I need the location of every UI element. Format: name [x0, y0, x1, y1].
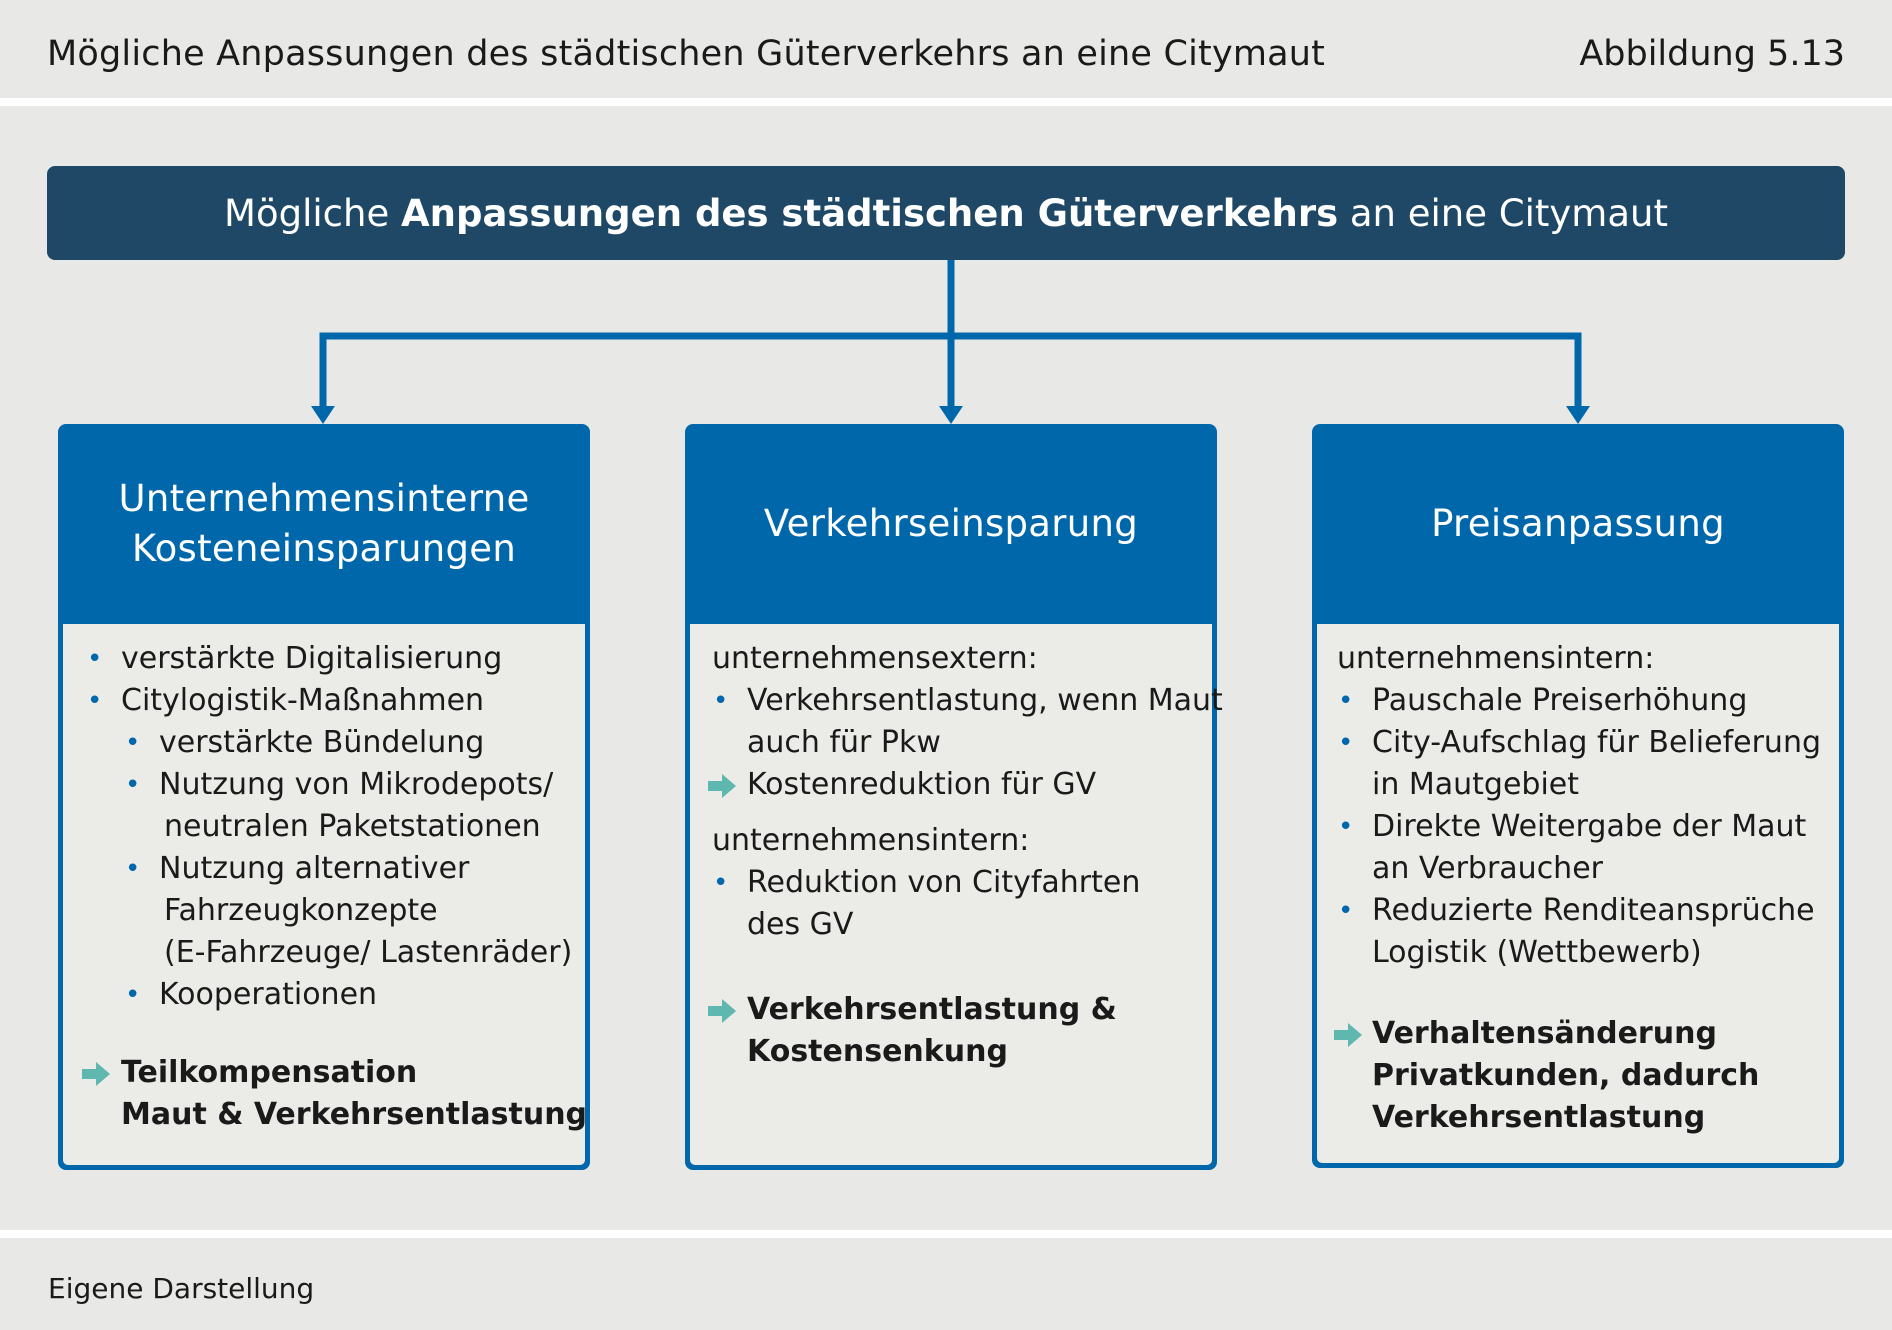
card-title-line: Unternehmensinterne: [118, 477, 530, 520]
list-item-continuation: (E-Fahrzeuge/ Lastenräder): [164, 935, 573, 970]
card-title: Verkehrseinsparung: [763, 502, 1139, 545]
list-item-continuation: des GV: [747, 907, 854, 942]
list-item-continuation: auch für Pkw: [747, 725, 941, 760]
arrow-text: Kostenreduktion für GV: [747, 767, 1097, 802]
card-traffic-savings: [685, 424, 1223, 1170]
result-arrow-icon: [1334, 1022, 1364, 1048]
list-item: • Nutzung von Mikrodepots/: [159, 764, 553, 806]
list-item-continuation: Fahrzeugkonzepte: [164, 893, 438, 928]
page-title: Mögliche Anpassungen des städtischen Güterverkehrs an eine Citymaut: [47, 34, 1326, 74]
result-text: Teilkompensation: [121, 1055, 418, 1090]
result-text: Verkehrsentlastung &: [747, 992, 1117, 1027]
list-item: • verstärkte Digitalisierung: [121, 638, 502, 680]
list-item-continuation: Logistik (Wettbewerb): [1372, 935, 1702, 970]
result-arrow-icon: [708, 998, 738, 1024]
arrow-right-icon: [708, 773, 738, 799]
list-item: • City-Aufschlag für Belieferung: [1372, 722, 1821, 764]
card-title: Preisanpassung: [1431, 502, 1725, 545]
result-text: Privatkunden, dadurch: [1372, 1058, 1760, 1093]
root-suffix: an eine Citymaut: [1338, 191, 1668, 235]
card-price-adjustment: [1312, 424, 1844, 1168]
list-item: • Kooperationen: [159, 974, 377, 1016]
list-item-continuation: an Verbraucher: [1372, 851, 1603, 886]
result-arrow-icon: [82, 1061, 112, 1087]
arrow-left-icon: [311, 406, 335, 424]
list-item: • Reduzierte Renditeansprüche: [1372, 890, 1815, 932]
result-text: Kostensenkung: [747, 1034, 1008, 1069]
card-title-line: Kosteneinsparungen: [131, 527, 517, 570]
list-item: • Direkte Weitergabe der Maut: [1372, 806, 1806, 848]
list-item-continuation: neutralen Paketstationen: [164, 809, 541, 844]
list-item: • verstärkte Bündelung: [159, 722, 484, 764]
card-body: [63, 624, 588, 1165]
result-text: Verhaltensänderung: [1372, 1016, 1717, 1051]
arrow-middle-icon: [939, 406, 963, 424]
list-item: • Pauschale Preiserhöhung: [1372, 680, 1747, 722]
card-body: [1317, 624, 1839, 1163]
list-item: • Verkehrsentlastung, wenn Maut: [747, 680, 1223, 722]
arrow-right-icon: [1566, 406, 1590, 424]
card-internal-savings: [58, 424, 590, 1170]
root-bold: Anpassungen des städtischen Güterverkehrs: [400, 191, 1339, 235]
source-note: Eigene Darstellung: [48, 1272, 315, 1305]
result-text: Verkehrsentlastung: [1372, 1100, 1706, 1135]
footer: [0, 1238, 1892, 1330]
list-item: • Reduktion von Cityfahrten: [747, 862, 1140, 904]
list-item: • Citylogistik-Maßnahmen: [121, 680, 484, 722]
section-label: unternehmensextern:: [712, 641, 1038, 676]
card-body: [690, 624, 1223, 1165]
result-text: Maut & Verkehrsentlastung: [121, 1097, 588, 1132]
root-prefix: Mögliche: [224, 191, 401, 235]
list-item-continuation: in Mautgebiet: [1372, 767, 1580, 802]
figure-label: Abbildung 5.13: [1579, 34, 1845, 74]
card-title: [58, 424, 590, 624]
list-item: • Nutzung alternativer: [159, 848, 469, 890]
section-label: unternehmensintern:: [1337, 641, 1655, 676]
section-label: unternehmensintern:: [712, 823, 1030, 858]
